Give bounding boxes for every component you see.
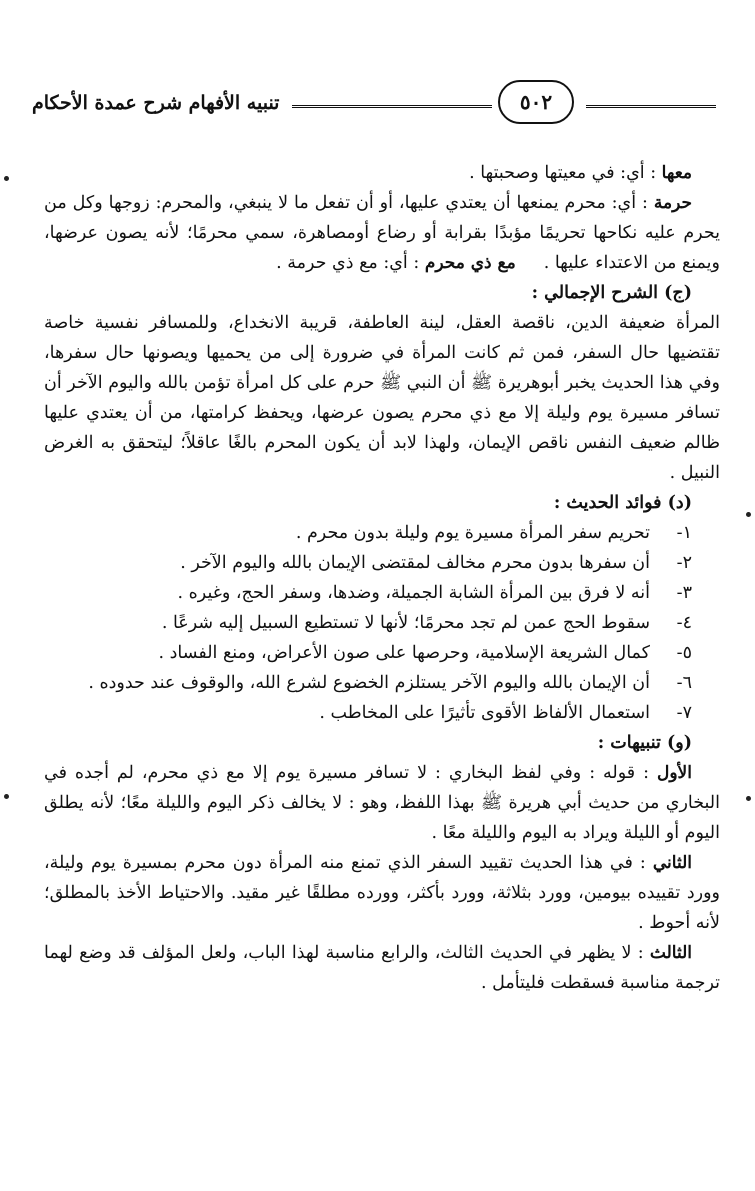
note-third bbox=[44, 938, 720, 998]
item-number: ٣- bbox=[676, 583, 692, 603]
list-item bbox=[44, 578, 720, 608]
margin-dot bbox=[4, 176, 9, 181]
item-text: أنه لا فرق بين المرأة الشابة الجميلة، وضدها، وسفر الحج، وغيره . bbox=[177, 583, 650, 603]
item-number: ١- bbox=[676, 523, 692, 543]
gloss-hurma bbox=[44, 188, 720, 278]
list-item bbox=[44, 668, 720, 698]
note-label: الأول bbox=[657, 763, 692, 783]
item-number: ٥- bbox=[676, 643, 692, 663]
page-body bbox=[44, 158, 720, 998]
note-first bbox=[44, 758, 720, 848]
item-text: أن الإيمان بالله واليوم الآخر يستلزم الخضوع لشرع الله، والوقوف عند حدوده . bbox=[88, 673, 650, 693]
list-item bbox=[44, 608, 720, 638]
item-number: ٢- bbox=[676, 553, 692, 573]
item-text: كمال الشريعة الإسلامية، وحرصها على صون الأعراض، ومنع الفساد . bbox=[158, 643, 650, 663]
list-item bbox=[44, 698, 720, 728]
gloss-term: مع ذي محرم bbox=[424, 253, 516, 273]
heading-benefits: (د) فوائد الحديث : bbox=[553, 493, 692, 513]
margin-dot bbox=[746, 796, 751, 801]
note-second bbox=[44, 848, 720, 938]
item-text: استعمال الألفاظ الأقوى تأثيرًا على المخاطب . bbox=[319, 703, 650, 723]
gloss-text: : أي: في معيتها وصحبتها . bbox=[469, 163, 657, 183]
item-text: سقوط الحج عمن لم تجد محرمًا؛ لأنها لا تستطيع السبيل إليه شرعًا . bbox=[161, 613, 650, 633]
page-header bbox=[30, 80, 730, 124]
heading-general-explanation: (ج) الشرح الإجمالي : bbox=[531, 283, 692, 303]
item-text: أن سفرها بدون محرم مخالف لمقتضى الإيمان بالله واليوم الآخر . bbox=[180, 553, 650, 573]
page-number: ٥٠٢ bbox=[498, 80, 574, 124]
item-text: تحريم سفر المرأة مسيرة يوم وليلة بدون محرم . bbox=[295, 523, 650, 543]
item-number: ٧- bbox=[676, 703, 692, 723]
note-label: الثالث bbox=[649, 943, 692, 963]
gloss-term: حرمة bbox=[653, 193, 692, 213]
margin-dot bbox=[4, 794, 9, 799]
gloss-ma3aha bbox=[44, 158, 720, 188]
header-rule-short bbox=[586, 105, 716, 111]
note-text: : لا يظهر في الحديث الثالث، والرابع مناسبة لهذا الباب، ولعل المؤلف قد وضع لهما ترجمة مناسبة فسقطت فليتأمل . bbox=[44, 943, 720, 993]
general-explanation-paragraph: المرأة ضعيفة الدين، ناقصة العقل، لينة العاطفة، قريبة الانخداع، وللمسافر نفسية خاصة تقتضيها حال السفر، فمن ثم كانت المرأة في ضرورة إلى من يحميها ويصونها حال سفرها، وفي هذا الحديث يخبر أبوهريرة ﷺ أن النبي ﷺ حرم على كل امرأة تؤمن بالله واليوم الآخر أن تسافر مسيرة يوم وليلة إلا مع ذي محرم يصون عرضها، ويحفظ كرامتها، من أن يعتدي عليها ظالم ضعيف النفس ناقص الإيمان، ولهذا لابد أن يكون المحرم بالغًا عاقلاً؛ ليتحقق به الغرض النبيل . bbox=[44, 313, 720, 483]
heading-notes: (و) تنبيهات : bbox=[597, 733, 692, 753]
gloss-term: معها bbox=[661, 163, 692, 183]
note-text: : في هذا الحديث تقييد السفر الذي تمنع منه المرأة دون محرم بمسيرة يوم وليلة، وورد تقييده بيومين، وورد بثلاثة، وورد بأكثر، وورده مطلقًا غير مقيد. والاحتياط الأخذ بالمطلق؛ لأنه أحوط . bbox=[44, 853, 720, 933]
item-number: ٤- bbox=[676, 613, 692, 633]
list-item bbox=[44, 518, 720, 548]
gloss-text: : أي: مع ذي حرمة . bbox=[276, 253, 420, 273]
benefits-list bbox=[44, 518, 720, 728]
list-item bbox=[44, 638, 720, 668]
gloss-text: : أي: محرم يمنعها أن يعتدي عليها، أو أن تفعل ما لا ينبغي، والمحرم: زوجها وكل من يحرم عليه نكاحها تحريمًا مؤبدًا بقرابة أو رضاع أومصاهرة، سمي محرمًا؛ لأنه يصون عرضها، ويمنع من الاعتداء عليها . bbox=[44, 193, 720, 273]
item-number: ٦- bbox=[676, 673, 692, 693]
margin-dot bbox=[746, 512, 751, 517]
running-title: تنبيه الأفهام شرح عمدة الأحكام bbox=[32, 92, 280, 114]
list-item bbox=[44, 548, 720, 578]
note-text: : قوله : وفي لفظ البخاري : لا تسافر مسيرة يوم إلا مع ذي محرم، لم أجده في البخاري من حديث أبي هريرة ﷺ بهذا اللفظ، وهو : لا يخالف ذكر اليوم والليلة معًا؛ لأنه يطلق اليوم أو الليلة ويراد به اليوم والليلة معًا . bbox=[44, 763, 720, 843]
note-label: الثاني bbox=[652, 853, 692, 873]
header-rule bbox=[292, 105, 492, 111]
